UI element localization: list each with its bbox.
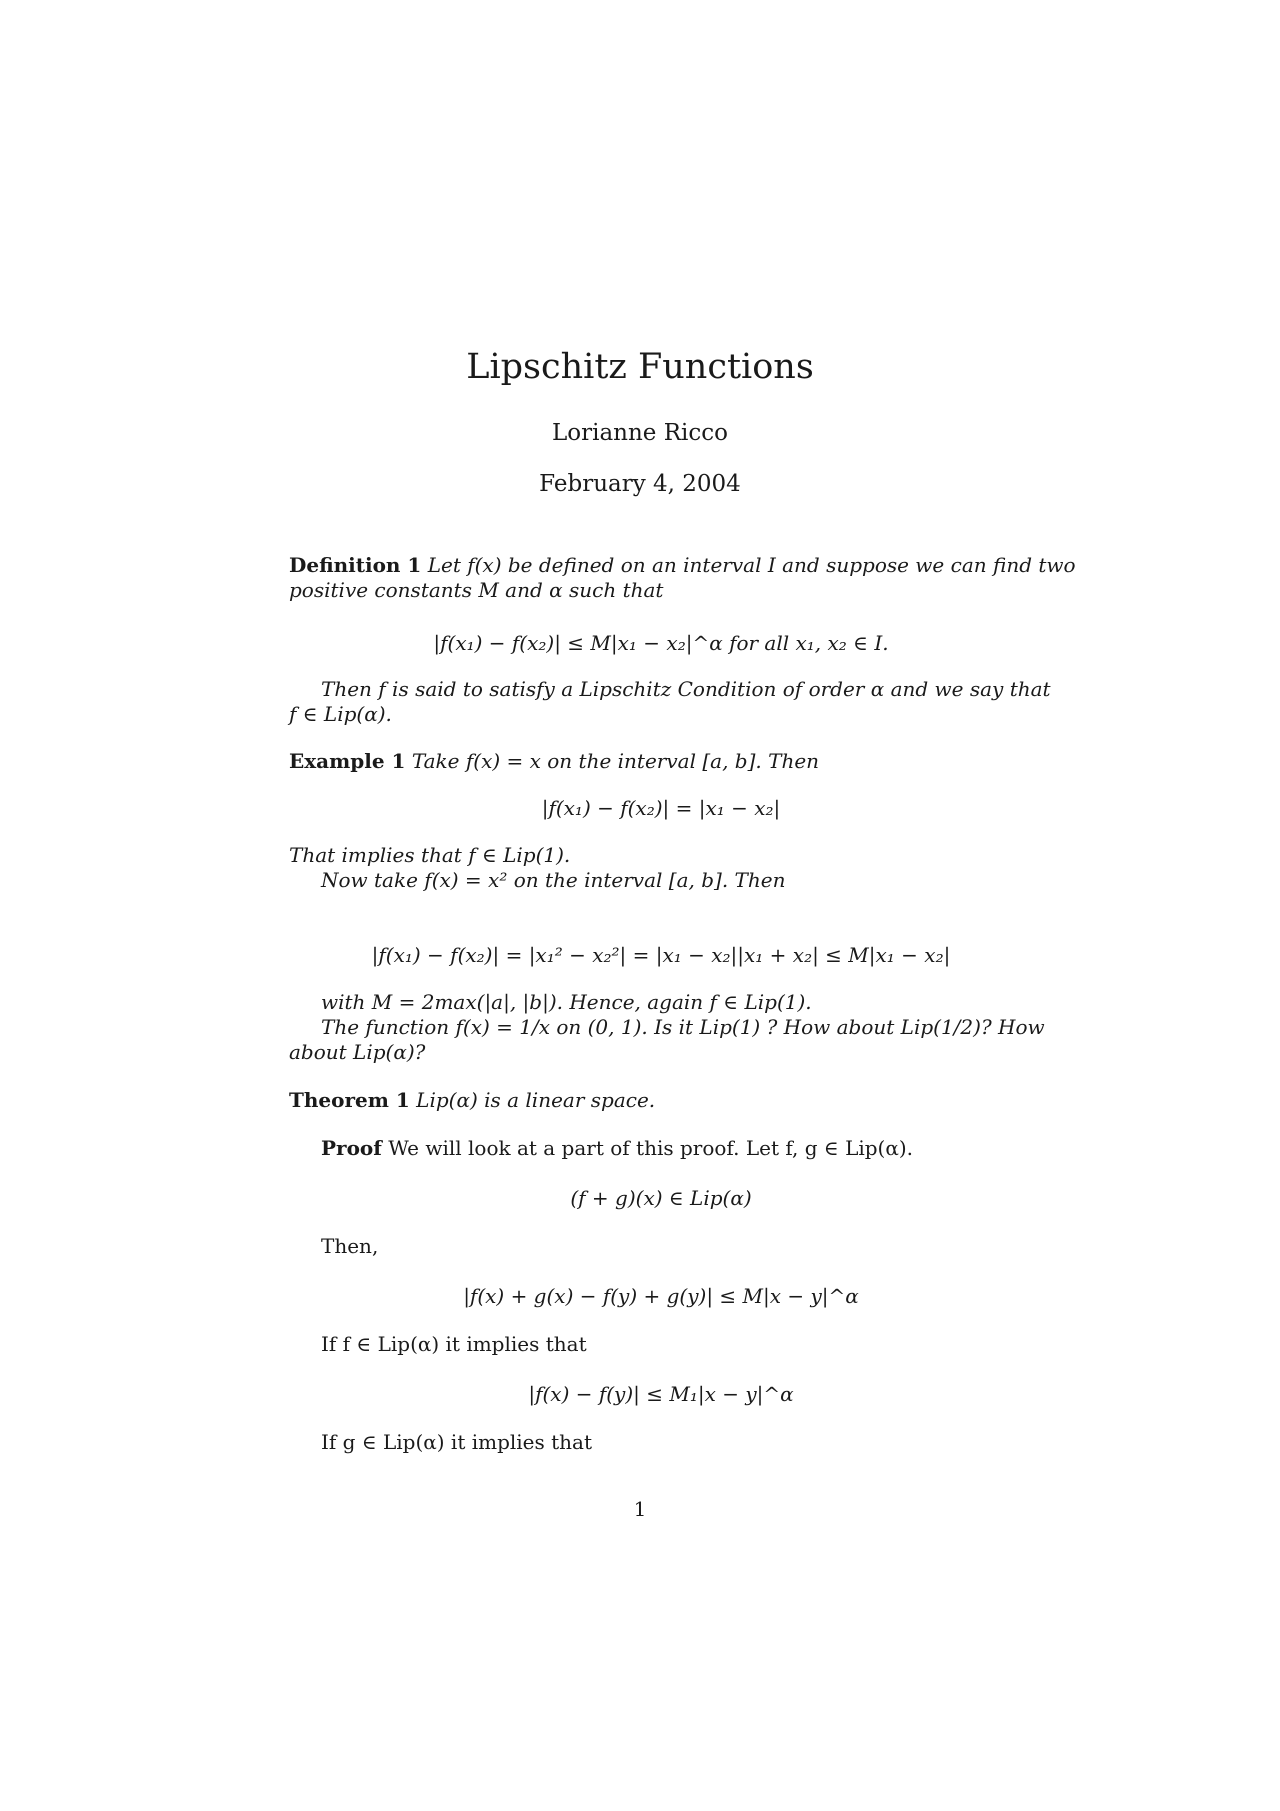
author-name: Lorianne Ricco (551, 420, 728, 446)
example-function-question-2: about Lip(α)? (289, 1040, 426, 1064)
definition-after-1: Then f is said to satisfy a Lipschitz Condition of order α and we say that (321, 677, 1051, 701)
example-implies: That implies that f ∈ Lip(1). (289, 843, 571, 867)
example-equation-2: |f(x₁) − f(x₂)| = |x₁² − x₂²| = |x₁ − x₂||x₁ + x₂| ≤ M|x₁ − x₂| (371, 943, 951, 967)
definition-label: Definition 1 (289, 553, 422, 577)
paper-title: Lipschitz Functions (466, 347, 814, 387)
example-equation-1: |f(x₁) − f(x₂)| = |x₁ − x₂| (541, 796, 781, 820)
example-text: Take f(x) = x on the interval [a, b]. Then (411, 749, 820, 773)
proof-equation-2: |f(x) + g(x) − f(y) + g(y)| ≤ M|x − y|^α (463, 1284, 859, 1308)
proof-if-f: If f ∈ Lip(α) it implies that (321, 1332, 587, 1356)
theorem-text: Lip(α) is a linear space. (416, 1088, 656, 1112)
proof-text: We will look at a part of this proof. Let f, g ∈ Lip(α). (388, 1136, 914, 1160)
definition-after-2: f ∈ Lip(α). (289, 702, 392, 726)
proof-line (289, 1136, 1065, 1160)
theorem-label: Theorem 1 (289, 1088, 410, 1112)
definition-equation: |f(x₁) − f(x₂)| ≤ M|x₁ − x₂|^α for all x₁, x₂ ∈ I. (433, 631, 889, 655)
proof-label: Proof (321, 1136, 382, 1160)
theorem-line (289, 1088, 1033, 1112)
definition-text-1: Let f(x) be defined on an interval I and suppose we can find two (427, 553, 1076, 577)
example-label: Example 1 (289, 749, 406, 773)
example-with-m: with M = 2max(|a|, |b|). Hence, again f ∈ Lip(1). (321, 990, 812, 1014)
definition-text-2: positive constants M and α such that (289, 578, 664, 602)
proof-equation-3: |f(x) − f(y)| ≤ M₁|x − y|^α (528, 1382, 794, 1406)
example-function-question-1: The function f(x) = 1/x on (0, 1). Is it Lip(1) ? How about Lip(1/2)? How (321, 1015, 1045, 1039)
page-number: 1 (633, 1497, 647, 1521)
paper-date: February 4, 2004 (539, 471, 741, 497)
definition-line-1 (289, 553, 1076, 577)
proof-if-g: If g ∈ Lip(α) it implies that (321, 1430, 593, 1454)
proof-then: Then, (321, 1234, 379, 1258)
example-now-take: Now take f(x) = x² on the interval [a, b]. Then (321, 868, 786, 892)
proof-equation-1: (f + g)(x) ∈ Lip(α) (570, 1186, 752, 1210)
example-line (289, 749, 1033, 773)
